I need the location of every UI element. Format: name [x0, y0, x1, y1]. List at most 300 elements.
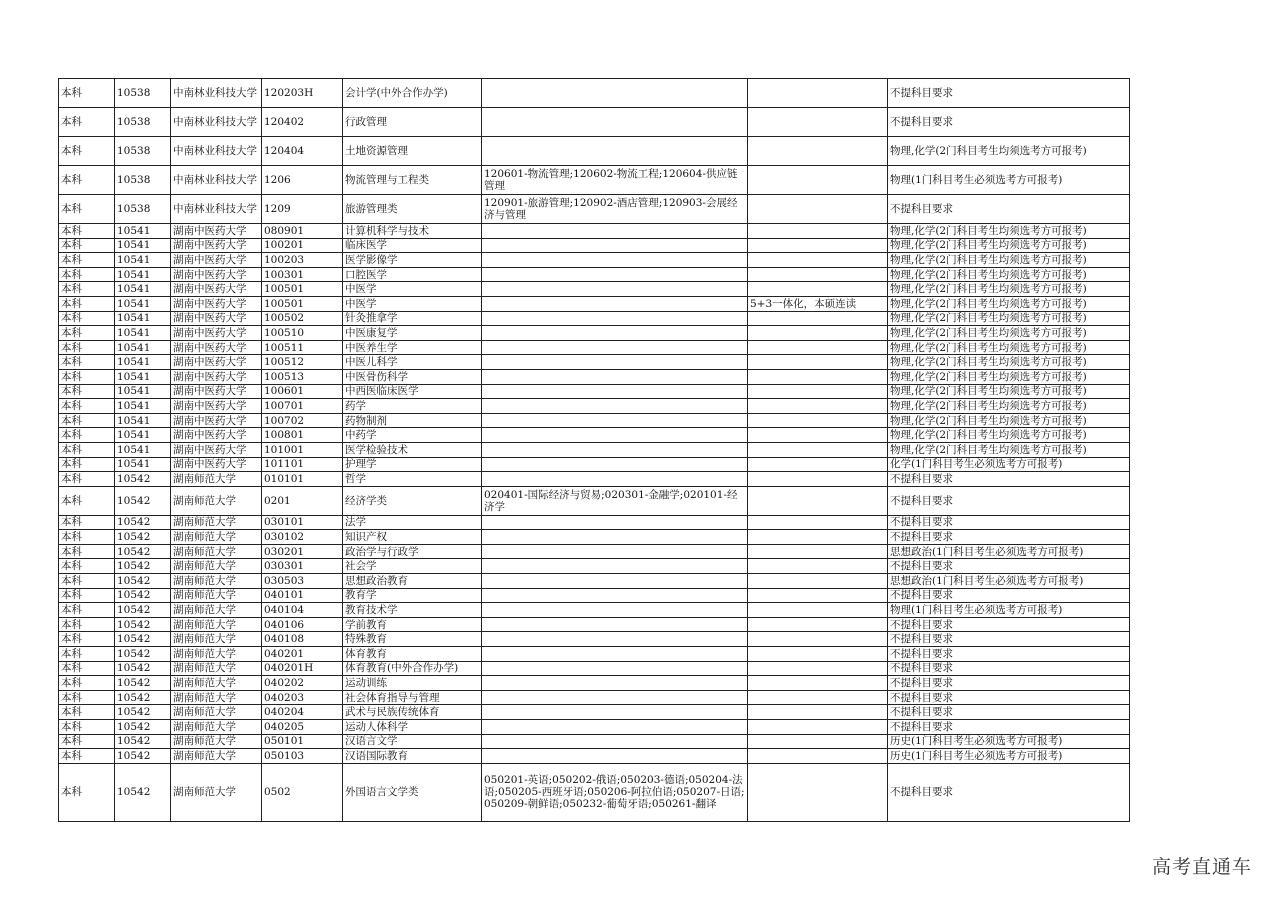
major-name-cell: 思想政治教育 [343, 574, 482, 589]
note-cell [748, 326, 888, 341]
subject-requirement-cell: 物理,化学(2门科目考生均须选考方可报考) [888, 238, 1130, 253]
subject-requirement-cell: 不提科目要求 [888, 195, 1130, 224]
subject-requirement-cell: 不提科目要求 [888, 530, 1130, 545]
school-name-cell: 湖南师范大学 [171, 705, 262, 720]
subject-requirement-cell: 不提科目要求 [888, 661, 1130, 676]
major-name-cell: 教育技术学 [343, 603, 482, 618]
included-majors-cell [482, 574, 748, 589]
table-row [59, 340, 1130, 355]
table-row [59, 544, 1130, 559]
table-row [59, 588, 1130, 603]
note-cell [748, 340, 888, 355]
school-code-cell: 10538 [115, 79, 171, 108]
note-cell [748, 603, 888, 618]
school-code-cell: 10542 [115, 530, 171, 545]
major-name-cell: 中医养生学 [343, 340, 482, 355]
school-name-cell: 湖南中医药大学 [171, 457, 262, 472]
level-cell: 本科 [59, 734, 115, 749]
subject-requirement-cell: 不提科目要求 [888, 559, 1130, 574]
note-cell [748, 559, 888, 574]
included-majors-cell [482, 253, 748, 268]
table-row [59, 369, 1130, 384]
major-name-cell: 运动人体科学 [343, 720, 482, 735]
level-cell: 本科 [59, 457, 115, 472]
major-name-cell: 中西医临床医学 [343, 384, 482, 399]
major-name-cell: 社会体育指导与管理 [343, 690, 482, 705]
major-code-cell: 100501 [262, 282, 343, 297]
major-code-cell: 120203H [262, 79, 343, 108]
subject-requirement-cell: 不提科目要求 [888, 617, 1130, 632]
included-majors-cell [482, 428, 748, 443]
major-name-cell: 知识产权 [343, 530, 482, 545]
school-code-cell: 10542 [115, 559, 171, 574]
major-name-cell: 中药学 [343, 428, 482, 443]
note-cell [748, 690, 888, 705]
school-code-cell: 10541 [115, 457, 171, 472]
included-majors-cell [482, 369, 748, 384]
school-code-cell: 10541 [115, 340, 171, 355]
school-code-cell: 10541 [115, 253, 171, 268]
school-name-cell: 湖南师范大学 [171, 749, 262, 764]
table-row [59, 676, 1130, 691]
table-row [59, 734, 1130, 749]
table-row [59, 79, 1130, 108]
table-row [59, 515, 1130, 530]
major-name-cell: 中医骨伤科学 [343, 369, 482, 384]
major-code-cell: 1206 [262, 166, 343, 195]
subject-requirement-cell: 历史(1门科目考生必须选考方可报考) [888, 734, 1130, 749]
table-row [59, 326, 1130, 341]
major-code-cell: 010101 [262, 472, 343, 487]
level-cell: 本科 [59, 530, 115, 545]
level-cell: 本科 [59, 282, 115, 297]
school-code-cell: 10542 [115, 734, 171, 749]
major-name-cell: 口腔医学 [343, 267, 482, 282]
major-code-cell: 030503 [262, 574, 343, 589]
table-row [59, 705, 1130, 720]
included-majors-cell [482, 472, 748, 487]
level-cell: 本科 [59, 749, 115, 764]
level-cell: 本科 [59, 137, 115, 166]
school-code-cell: 10542 [115, 690, 171, 705]
table-row [59, 690, 1130, 705]
school-code-cell: 10541 [115, 282, 171, 297]
subject-requirement-cell: 物理,化学(2门科目考生均须选考方可报考) [888, 369, 1130, 384]
note-cell [748, 749, 888, 764]
subject-requirement-cell: 思想政治(1门科目考生必须选考方可报考) [888, 574, 1130, 589]
major-code-cell: 030201 [262, 544, 343, 559]
included-majors-cell [482, 238, 748, 253]
school-name-cell: 湖南师范大学 [171, 515, 262, 530]
major-code-cell: 040201 [262, 647, 343, 662]
table-row [59, 749, 1130, 764]
school-code-cell: 10542 [115, 515, 171, 530]
table-row [59, 166, 1130, 195]
table-row [59, 224, 1130, 239]
level-cell: 本科 [59, 267, 115, 282]
table-row [59, 603, 1130, 618]
subject-requirement-cell: 不提科目要求 [888, 676, 1130, 691]
table-row [59, 282, 1130, 297]
included-majors-cell [482, 647, 748, 662]
school-code-cell: 10541 [115, 311, 171, 326]
major-code-cell: 100601 [262, 384, 343, 399]
school-name-cell: 湖南师范大学 [171, 574, 262, 589]
school-name-cell: 中南林业科技大学 [171, 195, 262, 224]
note-cell [748, 544, 888, 559]
school-code-cell: 10542 [115, 705, 171, 720]
major-name-cell: 中医学 [343, 296, 482, 311]
subject-requirement-cell: 化学(1门科目考生必须选考方可报考) [888, 457, 1130, 472]
major-name-cell: 土地资源管理 [343, 137, 482, 166]
table-row [59, 574, 1130, 589]
major-code-cell: 040101 [262, 588, 343, 603]
school-name-cell: 湖南师范大学 [171, 588, 262, 603]
major-code-cell: 040202 [262, 676, 343, 691]
note-cell [748, 137, 888, 166]
major-name-cell: 汉语国际教育 [343, 749, 482, 764]
level-cell: 本科 [59, 108, 115, 137]
school-name-cell: 湖南中医药大学 [171, 369, 262, 384]
school-code-cell: 10541 [115, 224, 171, 239]
school-name-cell: 中南林业科技大学 [171, 79, 262, 108]
major-code-cell: 1209 [262, 195, 343, 224]
school-code-cell: 10542 [115, 763, 171, 821]
included-majors-cell [482, 267, 748, 282]
table-row [59, 632, 1130, 647]
school-name-cell: 中南林业科技大学 [171, 166, 262, 195]
watermark-logo-text: 高考直通车 [1151, 856, 1252, 878]
school-name-cell: 湖南师范大学 [171, 486, 262, 515]
level-cell: 本科 [59, 442, 115, 457]
note-cell [748, 253, 888, 268]
level-cell: 本科 [59, 428, 115, 443]
major-name-cell: 物流管理与工程类 [343, 166, 482, 195]
major-name-cell: 汉语言文学 [343, 734, 482, 749]
table-row [59, 472, 1130, 487]
school-code-cell: 10541 [115, 267, 171, 282]
included-majors-cell [482, 632, 748, 647]
included-majors-cell [482, 603, 748, 618]
subject-requirement-cell: 不提科目要求 [888, 515, 1130, 530]
included-majors-cell [482, 296, 748, 311]
school-name-cell: 湖南中医药大学 [171, 340, 262, 355]
note-cell [748, 355, 888, 370]
major-code-cell: 040106 [262, 617, 343, 632]
note-cell [748, 384, 888, 399]
included-majors-cell [482, 705, 748, 720]
major-name-cell: 行政管理 [343, 108, 482, 137]
subject-requirement-cell: 物理,化学(2门科目考生均须选考方可报考) [888, 311, 1130, 326]
school-code-cell: 10541 [115, 296, 171, 311]
included-majors-cell [482, 515, 748, 530]
school-name-cell: 湖南师范大学 [171, 559, 262, 574]
included-majors-cell [482, 384, 748, 399]
school-code-cell: 10542 [115, 720, 171, 735]
level-cell: 本科 [59, 384, 115, 399]
major-code-cell: 0502 [262, 763, 343, 821]
included-majors-cell [482, 530, 748, 545]
major-code-cell: 100301 [262, 267, 343, 282]
table-row [59, 355, 1130, 370]
level-cell: 本科 [59, 253, 115, 268]
level-cell: 本科 [59, 326, 115, 341]
school-code-cell: 10538 [115, 195, 171, 224]
note-cell [748, 166, 888, 195]
note-cell [748, 647, 888, 662]
school-name-cell: 湖南师范大学 [171, 544, 262, 559]
major-code-cell: 120404 [262, 137, 343, 166]
major-code-cell: 100701 [262, 399, 343, 414]
subject-requirement-cell: 物理,化学(2门科目考生均须选考方可报考) [888, 355, 1130, 370]
school-code-cell: 10541 [115, 238, 171, 253]
subject-requirement-cell: 物理,化学(2门科目考生均须选考方可报考) [888, 442, 1130, 457]
major-code-cell: 030102 [262, 530, 343, 545]
school-code-cell: 10542 [115, 603, 171, 618]
subject-requirement-cell: 物理,化学(2门科目考生均须选考方可报考) [888, 399, 1130, 414]
subject-requirement-cell: 不提科目要求 [888, 472, 1130, 487]
school-name-cell: 湖南师范大学 [171, 617, 262, 632]
included-majors-cell [482, 79, 748, 108]
included-majors-cell [482, 442, 748, 457]
major-code-cell: 120402 [262, 108, 343, 137]
major-code-cell: 050101 [262, 734, 343, 749]
note-cell [748, 311, 888, 326]
level-cell: 本科 [59, 195, 115, 224]
included-majors-cell [482, 690, 748, 705]
subject-requirement-cell: 物理,化学(2门科目考生均须选考方可报考) [888, 296, 1130, 311]
school-name-cell: 湖南师范大学 [171, 661, 262, 676]
school-code-cell: 10538 [115, 166, 171, 195]
school-name-cell: 湖南师范大学 [171, 647, 262, 662]
note-cell [748, 720, 888, 735]
table-row [59, 457, 1130, 472]
major-code-cell: 100801 [262, 428, 343, 443]
major-code-cell: 100502 [262, 311, 343, 326]
school-name-cell: 中南林业科技大学 [171, 108, 262, 137]
table-row [59, 399, 1130, 414]
note-cell [748, 267, 888, 282]
major-name-cell: 学前教育 [343, 617, 482, 632]
major-name-cell: 旅游管理类 [343, 195, 482, 224]
major-name-cell: 会计学(中外合作办学) [343, 79, 482, 108]
school-name-cell: 湖南中医药大学 [171, 428, 262, 443]
school-code-cell: 10542 [115, 749, 171, 764]
major-code-cell: 100513 [262, 369, 343, 384]
subject-requirement-cell: 历史(1门科目考生必须选考方可报考) [888, 749, 1130, 764]
school-code-cell: 10541 [115, 369, 171, 384]
school-name-cell: 湖南师范大学 [171, 720, 262, 735]
major-code-cell: 030101 [262, 515, 343, 530]
major-code-cell: 100203 [262, 253, 343, 268]
school-name-cell: 湖南中医药大学 [171, 224, 262, 239]
major-code-cell: 040108 [262, 632, 343, 647]
table-row [59, 413, 1130, 428]
school-name-cell: 湖南中医药大学 [171, 355, 262, 370]
subject-requirement-cell: 不提科目要求 [888, 486, 1130, 515]
subject-requirement-cell: 不提科目要求 [888, 79, 1130, 108]
subject-requirement-cell: 物理,化学(2门科目考生均须选考方可报考) [888, 267, 1130, 282]
school-code-cell: 10542 [115, 544, 171, 559]
major-name-cell: 特殊教育 [343, 632, 482, 647]
school-name-cell: 湖南中医药大学 [171, 267, 262, 282]
level-cell: 本科 [59, 632, 115, 647]
included-majors-cell [482, 617, 748, 632]
level-cell: 本科 [59, 603, 115, 618]
included-majors-cell [482, 676, 748, 691]
included-majors-cell: 120601-物流管理;120602-物流工程;120604-供应链管理 [482, 166, 748, 195]
school-code-cell: 10542 [115, 661, 171, 676]
table-row [59, 137, 1130, 166]
table-row [59, 267, 1130, 282]
included-majors-cell [482, 720, 748, 735]
major-name-cell: 体育教育 [343, 647, 482, 662]
included-majors-cell: 120901-旅游管理;120902-酒店管理;120903-会展经济与管理 [482, 195, 748, 224]
note-cell [748, 282, 888, 297]
major-code-cell: 050103 [262, 749, 343, 764]
major-name-cell: 法学 [343, 515, 482, 530]
note-cell [748, 428, 888, 443]
table-row [59, 296, 1130, 311]
note-cell [748, 661, 888, 676]
major-code-cell: 040205 [262, 720, 343, 735]
note-cell [748, 413, 888, 428]
table-row [59, 720, 1130, 735]
level-cell: 本科 [59, 311, 115, 326]
level-cell: 本科 [59, 647, 115, 662]
included-majors-cell [482, 282, 748, 297]
included-majors-cell [482, 326, 748, 341]
level-cell: 本科 [59, 224, 115, 239]
school-name-cell: 湖南中医药大学 [171, 413, 262, 428]
major-name-cell: 哲学 [343, 472, 482, 487]
level-cell: 本科 [59, 574, 115, 589]
subject-requirement-cell: 不提科目要求 [888, 705, 1130, 720]
included-majors-cell [482, 413, 748, 428]
subject-requirement-cell: 物理(1门科目考生必须选考方可报考) [888, 166, 1130, 195]
school-code-cell: 10541 [115, 384, 171, 399]
note-cell [748, 632, 888, 647]
school-code-cell: 10541 [115, 442, 171, 457]
school-code-cell: 10542 [115, 617, 171, 632]
school-code-cell: 10542 [115, 632, 171, 647]
major-code-cell: 101101 [262, 457, 343, 472]
school-name-cell: 湖南中医药大学 [171, 296, 262, 311]
major-name-cell: 医学检验技术 [343, 442, 482, 457]
major-code-cell: 100511 [262, 340, 343, 355]
level-cell: 本科 [59, 79, 115, 108]
note-cell [748, 734, 888, 749]
subject-requirement-cell: 物理,化学(2门科目考生均须选考方可报考) [888, 224, 1130, 239]
included-majors-cell [482, 224, 748, 239]
note-cell [748, 442, 888, 457]
level-cell: 本科 [59, 486, 115, 515]
school-name-cell: 湖南师范大学 [171, 690, 262, 705]
school-code-cell: 10542 [115, 486, 171, 515]
subject-requirement-cell: 物理,化学(2门科目考生均须选考方可报考) [888, 282, 1130, 297]
level-cell: 本科 [59, 166, 115, 195]
note-cell [748, 588, 888, 603]
included-majors-cell [482, 734, 748, 749]
subject-requirement-cell: 物理,化学(2门科目考生均须选考方可报考) [888, 428, 1130, 443]
school-code-cell: 10542 [115, 574, 171, 589]
level-cell: 本科 [59, 355, 115, 370]
school-code-cell: 10542 [115, 647, 171, 662]
included-majors-cell [482, 355, 748, 370]
included-majors-cell [482, 340, 748, 355]
subject-requirement-cell: 不提科目要求 [888, 647, 1130, 662]
major-name-cell: 药学 [343, 399, 482, 414]
major-code-cell: 040203 [262, 690, 343, 705]
table-row [59, 238, 1130, 253]
level-cell: 本科 [59, 559, 115, 574]
subject-requirement-cell: 物理,化学(2门科目考生均须选考方可报考) [888, 326, 1130, 341]
major-name-cell: 外国语言文学类 [343, 763, 482, 821]
major-code-cell: 100201 [262, 238, 343, 253]
major-name-cell: 临床医学 [343, 238, 482, 253]
major-name-cell: 药物制剂 [343, 413, 482, 428]
school-name-cell: 湖南师范大学 [171, 472, 262, 487]
subject-requirement-cell: 不提科目要求 [888, 632, 1130, 647]
level-cell: 本科 [59, 296, 115, 311]
note-cell [748, 515, 888, 530]
major-code-cell: 080901 [262, 224, 343, 239]
major-name-cell: 社会学 [343, 559, 482, 574]
school-code-cell: 10541 [115, 399, 171, 414]
school-code-cell: 10541 [115, 326, 171, 341]
level-cell: 本科 [59, 588, 115, 603]
note-cell [748, 457, 888, 472]
school-name-cell: 湖南师范大学 [171, 603, 262, 618]
major-code-cell: 100510 [262, 326, 343, 341]
subject-requirement-cell: 物理,化学(2门科目考生均须选考方可报考) [888, 253, 1130, 268]
subject-requirement-cell: 物理,化学(2门科目考生均须选考方可报考) [888, 413, 1130, 428]
school-name-cell: 湖南中医药大学 [171, 442, 262, 457]
school-name-cell: 湖南师范大学 [171, 734, 262, 749]
school-name-cell: 湖南师范大学 [171, 676, 262, 691]
level-cell: 本科 [59, 369, 115, 384]
table-row [59, 530, 1130, 545]
table-row [59, 661, 1130, 676]
school-code-cell: 10542 [115, 472, 171, 487]
level-cell: 本科 [59, 413, 115, 428]
note-cell [748, 530, 888, 545]
school-code-cell: 10538 [115, 137, 171, 166]
included-majors-cell [482, 749, 748, 764]
major-code-cell: 030301 [262, 559, 343, 574]
included-majors-cell [482, 457, 748, 472]
subject-requirement-cell: 不提科目要求 [888, 720, 1130, 735]
major-code-cell: 100501 [262, 296, 343, 311]
major-code-cell: 100702 [262, 413, 343, 428]
note-cell [748, 763, 888, 821]
subject-requirement-cell: 不提科目要求 [888, 588, 1130, 603]
school-code-cell: 10542 [115, 588, 171, 603]
table-row [59, 486, 1130, 515]
major-name-cell: 武术与民族传统体育 [343, 705, 482, 720]
subject-requirement-cell: 不提科目要求 [888, 108, 1130, 137]
note-cell [748, 224, 888, 239]
included-majors-cell: 050201-英语;050202-俄语;050203-德语;050204-法语;050205-西班牙语;050206-阿拉伯语;050207-日语;050209-朝鲜语;050232-葡萄牙语;050261-翻译 [482, 763, 748, 821]
level-cell: 本科 [59, 676, 115, 691]
level-cell: 本科 [59, 515, 115, 530]
included-majors-cell [482, 661, 748, 676]
school-name-cell: 湖南中医药大学 [171, 253, 262, 268]
level-cell: 本科 [59, 690, 115, 705]
table-row [59, 559, 1130, 574]
level-cell: 本科 [59, 399, 115, 414]
school-name-cell: 湖南师范大学 [171, 763, 262, 821]
